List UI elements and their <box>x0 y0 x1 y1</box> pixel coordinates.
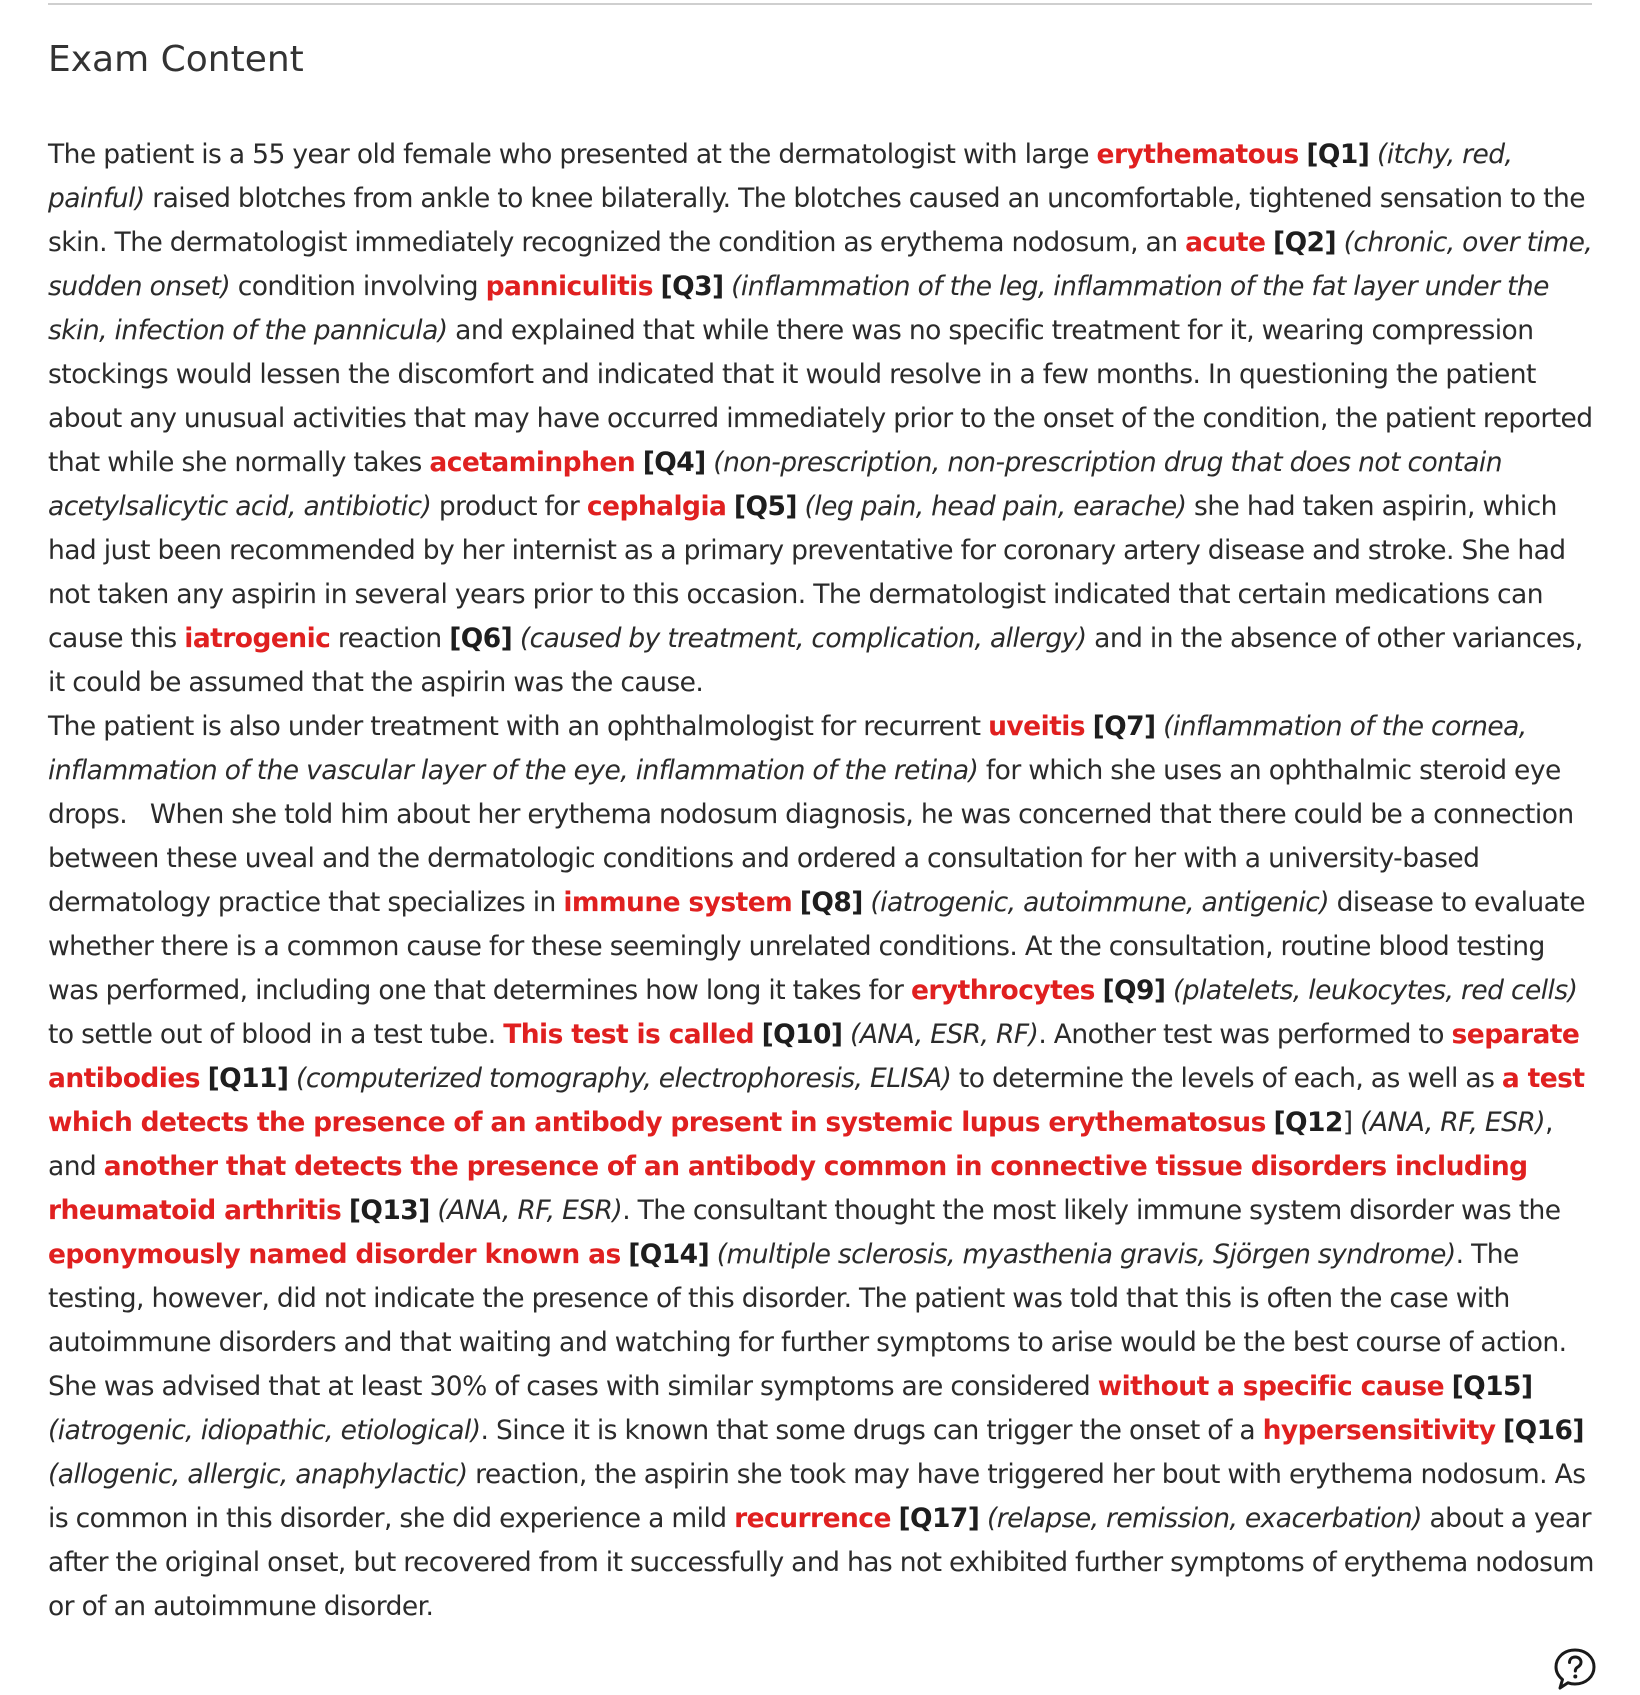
passage-text <box>726 491 734 522</box>
question-number: [Q8] <box>799 887 863 918</box>
passage-text: for which she uses an ophthalmic steroid eye drops. When she told him about her erythema nodosum diagnosis, he was concerned that there could be a connection between these uveal and the dermatologic conditions and ordered a consultation for her with a university-based dermatology practice that specializes in <box>48 755 1574 918</box>
question-number: [Q5] <box>733 491 797 522</box>
passage-text: reaction, the aspirin she took may have triggered her bout with erythema nodosum. As is common in this disorder, she did experience a mild <box>48 1459 1586 1534</box>
question-number: [Q16] <box>1503 1415 1584 1446</box>
answer-options: (ANA, ESR, RF) <box>850 1019 1039 1050</box>
highlighted-term: iatrogenic <box>184 623 331 654</box>
passage-text: disease to evaluate whether there is a common cause for these seemingly unrelated conditions. At the consultation, routine blood testing was performed, including one that determines how long it takes for <box>48 887 1585 1006</box>
question-number: [Q2] <box>1273 227 1337 258</box>
passage-text <box>792 887 800 918</box>
passage-text <box>754 1019 762 1050</box>
question-number: [Q6] <box>449 623 513 654</box>
highlighted-term: separate antibodies <box>48 1019 1580 1094</box>
highlighted-term: erythematous <box>1096 139 1299 170</box>
question-number: [Q13] <box>348 1195 430 1226</box>
question-number: [Q4] <box>642 447 706 478</box>
top-divider <box>48 3 1592 5</box>
highlighted-term: cephalgia <box>586 491 727 522</box>
answer-options: (relapse, remission, exacerbation) <box>986 1503 1422 1534</box>
passage-text: to determine the levels of each, as well as <box>951 1063 1502 1094</box>
passage-text <box>341 1195 349 1226</box>
help-question-icon <box>1553 1647 1597 1691</box>
highlighted-term: without a specific cause <box>1097 1371 1445 1402</box>
passage-text: and in the absence of other variances, it could be assumed that the aspirin was the cause. <box>48 623 1583 698</box>
passage-text <box>724 271 732 302</box>
answer-options: (non-prescription, non-prescription drug that does not contain acetylsalicytic acid, antibiotic) <box>48 447 1502 522</box>
highlighted-term: recurrence <box>734 1503 891 1534</box>
help-button[interactable] <box>1553 1647 1597 1691</box>
passage-text <box>653 271 661 302</box>
answer-options: (platelets, leukocytes, red cells) <box>1173 975 1578 1006</box>
passage-text: reaction <box>330 623 450 654</box>
question-number: [Q11] <box>207 1063 289 1094</box>
passage-text: . Another test was performed to <box>1038 1019 1452 1050</box>
answer-options: (iatrogenic, autoimmune, antigenic) <box>870 887 1330 918</box>
question-number: [Q15] <box>1451 1371 1533 1402</box>
passage-paragraph <box>48 705 1596 1629</box>
highlighted-term: eponymously named disorder known as <box>48 1239 621 1270</box>
passage-text: and explained that while there was no specific treatment for it, wearing compression stockings would lessen the discomfort and indicated that it would resolve in a few months. In questioning the patient about any unusual activities that may have occurred immediately prior to the onset of the condition, the patient reported that while she normally takes <box>48 315 1593 478</box>
question-number: [Q3] <box>660 271 724 302</box>
question-number: [Q1] <box>1306 139 1370 170</box>
question-number: [Q10] <box>761 1019 843 1050</box>
answer-options: (ANA, RF, ESR) <box>1360 1107 1546 1138</box>
question-number: [Q7] <box>1092 711 1156 742</box>
passage-text: about a year after the original onset, but recovered from it successfully and has not exhibited further symptoms of erythema nodosum or of an autoimmune disorder. <box>48 1503 1594 1622</box>
answer-options: (computerized tomography, electrophoresis, ELISA) <box>296 1063 952 1094</box>
passage-text <box>1156 711 1164 742</box>
passage-text: she had taken aspirin, which had just been recommended by her internist as a primary preventative for coronary artery disease and stroke. She had not taken any aspirin in several years prior to this occasion. The dermatologist indicated that certain medications can cause this <box>48 491 1566 654</box>
passage-text: , and <box>48 1107 1553 1182</box>
highlighted-term: another that detects the presence of an antibody common in connective tissue disorders including rheumatoid arthritis <box>48 1151 1528 1226</box>
passage-text: raised blotches from ankle to knee bilaterally. The blotches caused an uncomfortable, tightened sensation to the skin. The dermatologist immediately recognized the condition as erythema nodosum, an <box>48 183 1585 258</box>
question-number: [Q14] <box>628 1239 710 1270</box>
passage-text <box>709 1239 717 1270</box>
answer-options: (leg pain, head pain, earache) <box>804 491 1187 522</box>
highlighted-term: panniculitis <box>485 271 653 302</box>
passage-text: . Since it is known that some drugs can trigger the onset of a <box>480 1415 1263 1446</box>
question-number: [Q9] <box>1102 975 1166 1006</box>
answer-options: (ANA, RF, ESR) <box>437 1195 623 1226</box>
passage-text: . The testing, however, did not indicate the presence of this disorder. The patient was told that this is often the case with autoimmune disorders and that waiting and watching for further symptoms to arise would be the best course of action. She was advised that at least 30% of cases with similar symptoms are considered <box>48 1239 1567 1402</box>
question-number: [Q17] <box>898 1503 980 1534</box>
highlighted-term: uveitis <box>988 711 1085 742</box>
passage-text <box>1444 1371 1452 1402</box>
passage-text <box>1336 227 1344 258</box>
passage-text: The patient is a 55 year old female who presented at the dermatologist with large <box>48 139 1097 170</box>
answer-options: (iatrogenic, idiopathic, etiological) <box>48 1415 481 1446</box>
passage-text: product for <box>431 491 587 522</box>
passage-text <box>1495 1415 1503 1446</box>
passage-text <box>1265 227 1273 258</box>
highlighted-term: immune system <box>563 887 793 918</box>
passage-text: . The consultant thought the most likely immune system disorder was the <box>622 1195 1561 1226</box>
answer-options: (allogenic, allergic, anaphylactic) <box>48 1459 468 1490</box>
passage-text <box>979 1503 987 1534</box>
answer-options: (multiple sclerosis, myasthenia gravis, Sjörgen syndrome) <box>716 1239 1456 1270</box>
answer-options: (itchy, red, painful) <box>48 139 1513 214</box>
passage-text <box>512 623 520 654</box>
answer-options: (caused by treatment, complication, allergy) <box>519 623 1087 654</box>
exam-content-passage <box>48 133 1596 1629</box>
highlighted-term: hypersensitivity <box>1262 1415 1496 1446</box>
passage-text: condition involving <box>230 271 486 302</box>
answer-options: (inflammation of the cornea, inflammation of the vascular layer of the eye, inflammation of the retina) <box>48 711 1527 786</box>
passage-text <box>1085 711 1093 742</box>
highlighted-term: acute <box>1185 227 1266 258</box>
passage-text <box>1165 975 1173 1006</box>
highlighted-term: This test is called <box>503 1019 754 1050</box>
passage-paragraph <box>48 133 1596 705</box>
question-number: [Q12 <box>1273 1107 1343 1138</box>
highlighted-term: acetaminphen <box>429 447 636 478</box>
answer-options: (chronic, over time, sudden onset) <box>48 227 1593 302</box>
highlighted-term: a test which detects the presence of an antibody present in systemic lupus erythematosus <box>48 1063 1585 1138</box>
passage-text <box>842 1019 850 1050</box>
passage-text <box>635 447 643 478</box>
answer-options: (inflammation of the leg, inflammation of the fat layer under the skin, infection of the pannicula) <box>48 271 1549 346</box>
passage-text: to settle out of blood in a test tube. <box>48 1019 504 1050</box>
page-title: Exam Content <box>48 39 304 80</box>
passage-text: The patient is also under treatment with an ophthalmologist for recurrent <box>48 711 989 742</box>
highlighted-term: erythrocytes <box>910 975 1095 1006</box>
passage-text <box>1369 139 1377 170</box>
passage-text <box>288 1063 296 1094</box>
passage-text: ] <box>1342 1107 1361 1138</box>
passage-text <box>200 1063 208 1094</box>
